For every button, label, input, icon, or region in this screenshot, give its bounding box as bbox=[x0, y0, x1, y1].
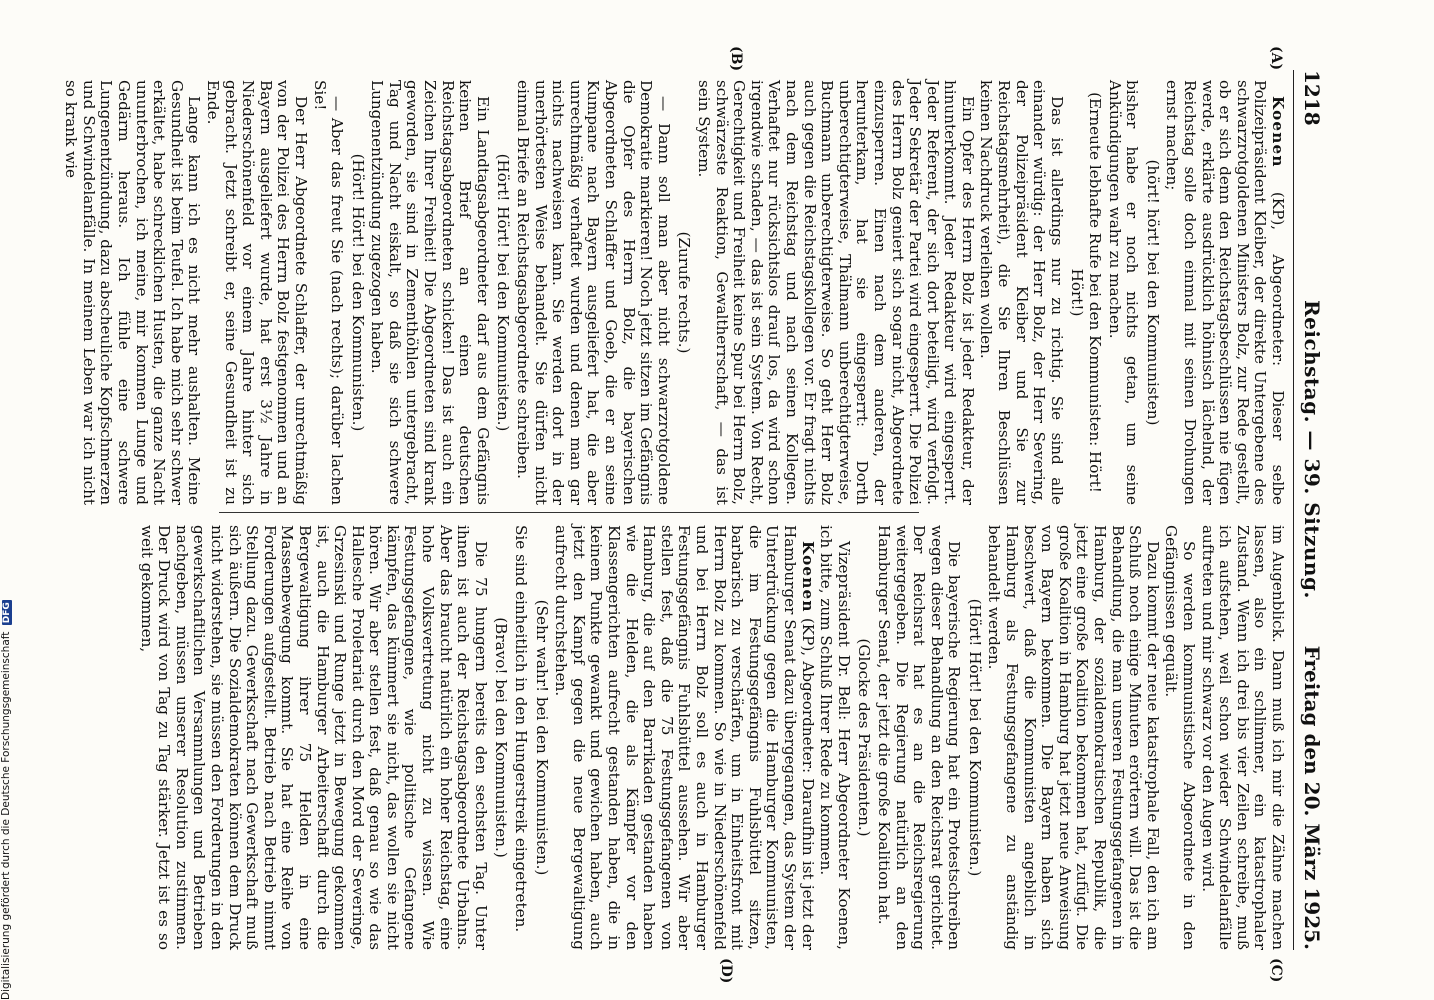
running-title: Reichstag. — 39. Sitzung. bbox=[1300, 300, 1324, 599]
paragraph-text: Die bayerische Regierung hat ein Protestschreiben wegen dieser Behandlung an den Reichsrat gerichtet. Der Reichsrat hat es an die Reichsregierung weitergegeben. Die Regierung natürlich an den Hamburger Senat, der jetzt die große Koalition hat. bbox=[874, 525, 964, 950]
margin-marker-a: (A) bbox=[1268, 46, 1284, 71]
paragraph-text: — Dann soll man aber nicht schwarzrotgoldene Demokratie markieren! Noch jetzt sitzen im Gefängnis die Opfer des Herrn Bolz, die bayerischen Abgeordneten Schlaffer und Goeb, die er an seine Kumpane nach Bayern ausgeliefert hat, die aber unrechtmäßig verhaftet wurden und denen man gar nichts nachweisen kann. Sie werden dort in der unerhörtesten Weise behandelt. Sie dürfen nicht einmal Briefe an Reichstagsabgeordnete schreiben. bbox=[514, 80, 673, 505]
paragraph-text: — Aber das freut Sie (nach rechts); darüber lachen Sie! bbox=[310, 80, 347, 505]
paragraph bbox=[1162, 525, 1197, 950]
paragraph bbox=[985, 525, 1161, 950]
interjection: (hört! hört! bei den Kommunisten) bbox=[1143, 159, 1162, 426]
interjection: (Bravo! bei den Kommunisten.) bbox=[492, 617, 511, 858]
paragraph-text: So werden kommunistische Abgeordnete in den Gefängnissen gequält. bbox=[1162, 525, 1199, 950]
interjection: (Zurufe rechts.) bbox=[675, 231, 694, 354]
paragraph bbox=[1163, 80, 1286, 505]
paragraph bbox=[513, 80, 671, 505]
paragraph bbox=[310, 80, 345, 505]
paragraph-text: Sie sind einheitlich in den Hungerstreik eingetreten. bbox=[512, 525, 531, 933]
interjection: (Hört! Hört! bei den Kommunisten.) bbox=[494, 153, 513, 432]
left-column bbox=[61, 80, 1286, 505]
footer-text: Digitalisierung gefördert durch die Deutsche Forschungsgemeinschaft bbox=[0, 631, 12, 1000]
paragraph bbox=[817, 525, 852, 950]
margin-marker-d: (D) bbox=[718, 958, 734, 984]
paragraph-text: bisher habe er noch nichts getan, um seine Ankündigungen wahr zu machen. bbox=[1105, 80, 1142, 505]
paragraph bbox=[874, 525, 962, 950]
paragraph-text: im Augenblick. Dann muß ich mir die Zähne machen lassen, also ein schlimmer, ein katastrophaler Zustand. Wenn ich drei bis vier Zeilen schreibe, muß ich aufstehen, weil schon wieder Schwindelanfälle auftreten und mir schwarz vor den Augen wird. bbox=[1198, 525, 1287, 950]
margin-marker-b: (B) bbox=[728, 46, 744, 72]
paragraph-text: Ein Landtagsabgeordneter darf aus dem Gefängnis keinen Brief an einen deutschen Reichstagsabgeordneten schicken! Das ist auch ein Zeichen Ihrer Freiheit! Die Abgeordneten sind krank geworden, sie sind in Zementhöhlen untergebracht, Tag und Nacht eiskalt, so daß sie sich schwere Lungenentzündung zugezogen haben. bbox=[368, 80, 492, 505]
speaker-name: Koenen bbox=[798, 541, 817, 613]
paragraph-text: Dazu kommt der neue katastrophale Fall, den ich am Schluß noch einige Minuten erörtern will. Das ist die Behandlung, die man unseren Festungsgefangenen in Hamburg, der sozialdemokratischen Republik, die jetzt eine große Koalition bekommen hat, zufügt. Die große Koalition in Hamburg hat jetzt neue Anweisung von Bayern bekommen. Die Bayern haben sich beschwert, daß die Kommunisten angeblich in Hamburg als Festungsgefangene zu anständig behandelt werden. bbox=[985, 525, 1162, 950]
interjection: (Hört! Hört! bei den Kommunisten.) bbox=[348, 153, 367, 432]
paragraph bbox=[1198, 525, 1286, 950]
interjection: (Glocke des Präsidenten.) bbox=[855, 638, 874, 837]
page-number: 1218 bbox=[1300, 70, 1324, 126]
paragraph bbox=[1105, 80, 1140, 505]
paragraph-text: Der Herr Abgeordnete Schlaffer, der unrechtmäßig von der Polizei des Herrn Bolz festgenommen und an Bayern ausgeliefert wurde, hat erst 3½ Jahre in Niederschönenfeld vor einem Jahre hinter sich gebracht. Jetzt schreibt er, seine Gesundheit ist zu Ende. bbox=[203, 80, 310, 505]
interjection: (Sehr wahr! bei den Kommunisten.) bbox=[532, 599, 551, 876]
interjection: (Hört! Hört! bei den Kommunisten.) bbox=[965, 598, 984, 877]
digitization-footer bbox=[0, 600, 14, 1000]
column-divider bbox=[219, 512, 919, 513]
paragraph bbox=[137, 525, 489, 950]
header-rule bbox=[1293, 70, 1294, 950]
paragraph bbox=[694, 80, 976, 505]
paragraph-text: Ein Opfer des Herrn Bolz ist jeder Redakteur, der hinunterkommt. Jeder Redakteur wird eingesperrt. Jeder Referent, der sich dort beteiligt, wird verfolgt. Jeder Sekretär der Partei wird eingesperrt. Die Polizei des Herrn Bolz geniert sich sogar nicht, Abgeordnete einzusperren. Einen nach dem anderen, der herunterkam, hat sie eingesperrt: Dorth unberechtigterweise, Thälmann unberechtigterweise, Buchmann unberechtigterweise. So geht Herr Bolz auch gegen die Reichstagskollegen vor. Er fragt nichts nach dem Reichstag und nach seinen Kollegen. Verhaftet nur rücksichtslos drauf los, da wird schon irgendwie schaden, — das ist sein System. Von Recht, Gerechtigkeit und Freiheit keine Spur bei Herrn Bolz, schwärzeste Reaktion, Gewaltherrschaft, — das ist sein System. bbox=[695, 80, 977, 505]
paragraph bbox=[203, 80, 309, 505]
paragraph-text: (KP), Abgeordneter: Daraufhin ist jetzt der Hamburger Senat dazu übergegangen, das System der Unterdrückung gegen die Hamburger Kommunisten, die im Festungsgefängnis Fuhlsbüttel sitzen, barbarisch zu verschärfen, um in Einheitsfront mit Herrn Bolz zu kommen. So wie in Niederschönenfeld und bei Herrn Bolz soll es auch in Hamburger Festungsgefängnis Fuhlsbüttel aussehen. Wir aber stellen fest, daß die 75 Festungsgefangenen von Hamburg, die auf den Barrikaden gestanden haben wie die Helden, die als Kämpfer vor den Klassengerichten aufrecht gestanden haben, die in keinem Punkte gewankt und gewichen haben, auch jetzt den Kampf gegen die neue Bergewaltigung aufrecht durchstehen. bbox=[552, 525, 817, 950]
margin-marker-c: (C) bbox=[1268, 958, 1284, 983]
dfg-logo: DFG bbox=[2, 602, 12, 624]
speaker-name: Koenen bbox=[1269, 96, 1287, 168]
paragraph-text: Lange kann ich es nicht mehr aushalten. Meine Gesundheit ist beim Teufel. Ich habe mich sehr schwer erkältet, habe schrecklichen Husten, die ganze Nacht ununterbrochen, ich meine, mir kommen Lunge und Gedärm heraus. Ich fühle eine schwere Lungenentzündung, dazu abscheuliche Kopfschmerzen und Schwindelanfälle. In meinem Leben war ich nicht so krank wie bbox=[62, 80, 204, 505]
right-column bbox=[136, 525, 1286, 950]
session-date: Freitag den 20. März 1925. bbox=[1300, 645, 1324, 950]
paragraph bbox=[977, 80, 1065, 505]
paragraph bbox=[511, 525, 529, 950]
paragraph-text: Die 75 hungern bereits den sechsten Tag. Unter ihnen ist auch der Reichstagsabgeordnete Urbahns. Aber das braucht natürlich ein hoher Reichstag, eine hohe Volksvertretung nicht zu wissen. Wie Festungsgefangene, wie politische Gefangene kämpfen, das kümmert sie nicht, das wollen sie nicht hören. Wir aber stellen fest, daß genau so wie das Hallesche Proletariat durch den Mord der Severinge, Grzesinski und Runge jetzt in Bewegung gekommen ist, auch die Hamburger Arbeiterschaft durch die Bergewaltigung ihrer 75 Helden in eine Massenbewegung kommt. Sie hat eine Reihe von Forderungen aufgestellt. Betrieb nach Betrieb nimmt Stellung dazu. Gewerkschaft nach Gewerkschaft muß sich äußern. Die Sozialdemokraten können dem Druck nicht widerstehen, sie müssen den Forderungen in den gewerkschaftlichen Versammlungen und Betrieben nachgeben, müssen unserer Resolution zustimmen. Der Druck wird von Tag zu Tag stärker. Jetzt ist es so weit gekommen, bbox=[137, 525, 490, 950]
interjection: (Erneute lebhafte Rufe bei den Kommunisten: Hört! Hört!) bbox=[1068, 92, 1105, 493]
paragraph bbox=[552, 525, 816, 950]
paragraph bbox=[62, 80, 203, 505]
paragraph-text: (KP), Abgeordneter: Dieser selbe Polizeipräsident Kleiber, der direkte Untergebene des schwarzrotgoldenen Ministers Bolz, zur Rede gestellt, ob er sich denn den Reichstagsbeschlüssen nie fügen werde, erklärte ausdrücklich höhnisch lächelnd, der Reichstag solle doch einmal mit seinen Drohungen ernst machen; bbox=[1163, 80, 1287, 506]
paragraph bbox=[368, 80, 491, 505]
page-header bbox=[1298, 70, 1324, 950]
paragraph-text: Vizepräsident Dr. Bell: Herr Abgeordneter Koenen, ich bitte, zum Schluß Ihrer Rede zu kommen. bbox=[817, 525, 853, 950]
paragraph-text: Das ist allerdings nur zu richtig. Sie sind alle einander würdig: der Herr Bolz, der Herr Severing, der Polizeipräsident Kleiber und Sie zur Reichstagsmehrheit), die Sie Ihren Beschlüssen keinen Nachdruck verleihen wollen. bbox=[977, 80, 1066, 505]
